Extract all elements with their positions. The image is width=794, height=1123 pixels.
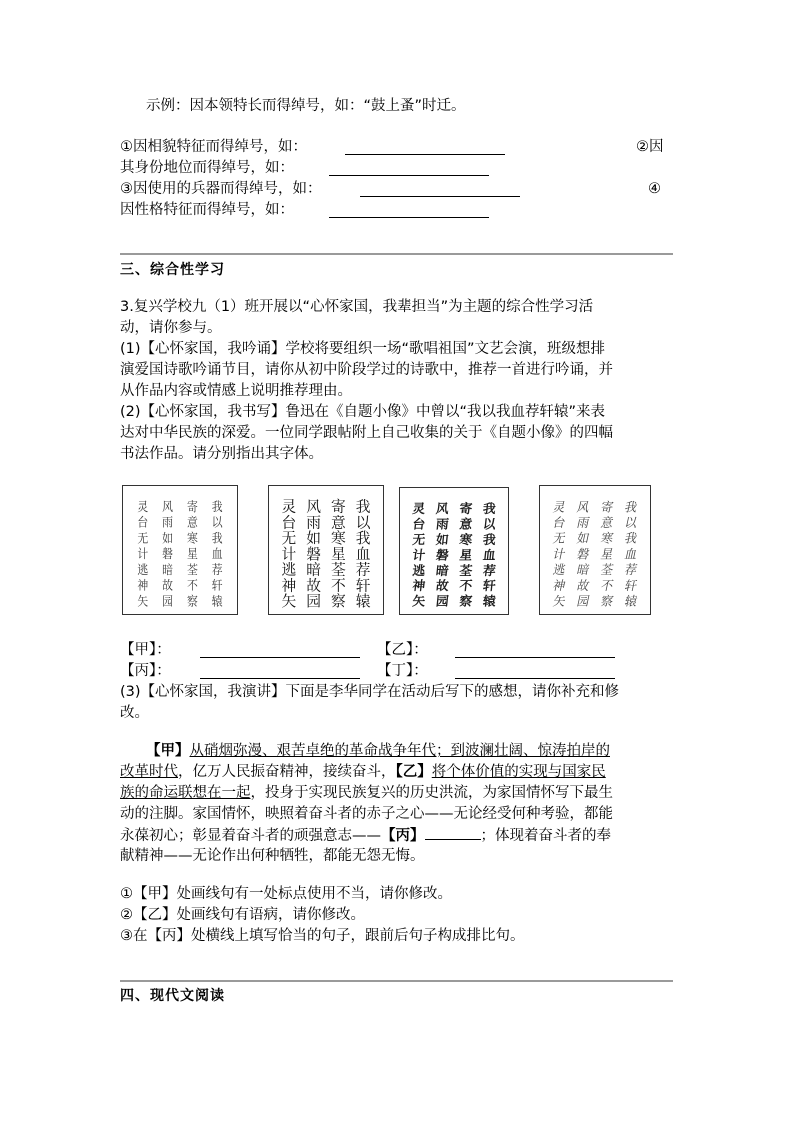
calligraphy-char: 如: [306, 530, 321, 548]
calligraphy-char: 如: [435, 533, 450, 548]
calligraphy-char: 以: [482, 517, 497, 533]
essay-line5: [120, 825, 611, 846]
underlined-yi-1: 将个体价值的实现与国家民: [431, 764, 606, 780]
calligraphy-char: 台: [411, 517, 426, 533]
calligraphy-char: 逃: [551, 562, 568, 578]
calligraphy-char: 我: [482, 502, 497, 518]
calligraphy-char: 如: [162, 530, 174, 546]
calligraphy-yi-art: [269, 486, 383, 614]
question-1: [120, 137, 307, 157]
calligraphy-char: 不: [331, 577, 346, 595]
calligraphy-char: 星: [186, 546, 198, 562]
calligraphy-char: 风: [435, 502, 450, 518]
calligraphy-char: 意: [186, 514, 198, 530]
calligraphy-char: 不: [186, 577, 198, 593]
calligraphy-char: 雨: [575, 514, 591, 531]
underlined-jia-2: 改革时代: [120, 764, 178, 780]
calligraphy-jia: [122, 485, 238, 615]
calligraphy-char: 我: [482, 533, 497, 548]
calligraphy-char: 磐: [306, 545, 321, 563]
calligraphy-char: 无: [281, 530, 297, 548]
task-1: ①【甲】处画线句有一处标点使用不当，请你修改。: [120, 886, 452, 902]
calligraphy-char: 轩: [355, 577, 371, 595]
answer-yi-blank[interactable]: [455, 643, 615, 658]
calligraphy-char: 察: [331, 593, 346, 611]
q1-label: ①因相貌特征而得绰号，如：: [120, 139, 307, 155]
calligraphy-char: 故: [162, 577, 174, 593]
calligraphy-char: 台: [551, 514, 568, 531]
calligraphy-char: 荃: [186, 562, 198, 578]
calligraphy-char: 故: [575, 577, 591, 593]
calligraphy-char: 星: [331, 545, 346, 563]
q3-intro-line1: 3.复兴学校九（1）班开展以“心怀家国，我辈担当”为主题的综合性学习活: [120, 299, 594, 315]
part2-line1: (2)【心怀家国，我书写】鲁迅在《自题小像》中曾以“我以我血荐轩辕”来表: [120, 404, 606, 420]
calligraphy-bing: [399, 487, 509, 615]
calligraphy-char: 灵: [281, 498, 297, 516]
calligraphy-char: 轩: [211, 577, 223, 593]
tag-jia: 【甲】: [146, 743, 190, 759]
calligraphy-char: 荐: [355, 561, 371, 579]
essay-line6: 献精神——无论作出何种牺牲，都能无怨无悔。: [120, 848, 425, 864]
section-divider-2: [120, 980, 673, 982]
part3-line2: 改。: [120, 705, 149, 721]
calligraphy-char: 寄: [458, 502, 473, 518]
section-divider: [120, 253, 673, 255]
q2-answer-blank[interactable]: [329, 161, 489, 176]
calligraphy-char: 辕: [211, 593, 223, 609]
essay-text-3: ，投身于实现民族复兴的历史洪流，为家国情怀写下最生: [250, 785, 613, 801]
calligraphy-char: 荃: [331, 561, 346, 579]
calligraphy-char: 不: [458, 579, 473, 595]
calligraphy-char: 意: [331, 514, 346, 532]
calligraphy-char: 矢: [411, 594, 426, 610]
question-3: ③因使用的兵器而得绰号，如：: [120, 181, 322, 197]
calligraphy-char: 辕: [623, 593, 639, 609]
question-4: 因性格特征而得绰号，如：: [120, 202, 294, 218]
calligraphy-char: 轩: [482, 579, 497, 595]
label-ding: 【丁】：: [377, 663, 428, 679]
label-yi: 【乙】：: [377, 642, 428, 658]
example-line: 示例：因本领特长而得绰号，如：“鼓上蚤”时迁。: [146, 98, 466, 114]
calligraphy-char: 计: [281, 545, 297, 563]
calligraphy-char: 察: [186, 593, 198, 609]
calligraphy-char: 暗: [435, 563, 450, 579]
task-3: ③在【丙】处横线上填写恰当的句子，跟前后句子构成排比句。: [120, 928, 525, 944]
task-2: ②【乙】处画线句有语病，请你修改。: [120, 907, 365, 923]
part1-line1: (1)【心怀家国，我吟诵】学校将要组织一场“歌唱祖国”文艺会演，班级想排: [120, 341, 606, 357]
calligraphy-char: 辕: [482, 594, 497, 610]
calligraphy-char: 雨: [435, 517, 450, 533]
calligraphy-char: 暗: [162, 562, 174, 578]
calligraphy-char: 寄: [186, 499, 198, 515]
calligraphy-jia-art: [123, 486, 237, 614]
calligraphy-char: 故: [306, 577, 321, 595]
calligraphy-char: 我: [355, 498, 371, 516]
question-2: 其身份地位而得绰号，如：: [120, 160, 294, 176]
calligraphy-char: 园: [575, 593, 591, 609]
calligraphy-char: 园: [435, 594, 450, 610]
essay-line1: [146, 741, 610, 761]
calligraphy-char: 无: [411, 533, 426, 548]
underlined-yi-2: 族的命运联想在一起: [120, 785, 251, 801]
calligraphy-char: 我: [623, 530, 639, 546]
calligraphy-char: 神: [551, 577, 568, 593]
tag-yi: 【乙】: [395, 764, 432, 780]
label-jia: 【甲】：: [120, 642, 171, 658]
calligraphy-char: 寒: [458, 533, 473, 548]
calligraphy-char: 星: [458, 548, 473, 564]
calligraphy-char: 灵: [411, 502, 426, 518]
calligraphy-yi: [268, 485, 384, 615]
essay-line3: [120, 783, 613, 803]
calligraphy-char: 血: [355, 545, 371, 563]
calligraphy-char: 园: [162, 593, 174, 609]
calligraphy-char: 荃: [458, 563, 473, 579]
calligraphy-char: 矢: [137, 593, 149, 609]
part3-line1: (3)【心怀家国，我演讲】下面是李华同学在活动后写下的感想，请你补充和修: [120, 684, 620, 700]
q4-answer-blank[interactable]: [329, 203, 489, 218]
calligraphy-char: 意: [599, 514, 615, 531]
part1-line3: 从作品内容或情感上说明推荐理由。: [120, 383, 352, 399]
calligraphy-char: 灵: [137, 499, 149, 515]
calligraphy-char: 辕: [355, 593, 371, 611]
calligraphy-char: 我: [355, 530, 371, 548]
q3-answer-blank[interactable]: [360, 182, 520, 197]
calligraphy-char: 逃: [281, 561, 297, 579]
part2-line2: 达对中华民族的深爱。一位同学跟帖附上自己收集的关于《自题小像》的四幅: [120, 425, 613, 441]
q1-answer-blank[interactable]: [345, 140, 505, 155]
calligraphy-char: 园: [306, 593, 321, 611]
answer-bing-blank[interactable]: [200, 664, 360, 679]
calligraphy-char: 我: [211, 499, 223, 515]
calligraphy-char: 察: [599, 593, 615, 609]
section4-title: 四、现代文阅读: [120, 988, 225, 1004]
answer-ding-blank[interactable]: [455, 664, 615, 679]
section3-title: 三、综合性学习: [120, 262, 225, 278]
calligraphy-char: 寒: [331, 530, 346, 548]
calligraphy-ding-art: [540, 486, 650, 614]
answer-jia-blank[interactable]: [200, 643, 360, 658]
calligraphy-char: 寒: [186, 530, 198, 546]
part1-line2: 演爱国诗歌吟诵节目，请你从初中阶段学过的诗歌中，推荐一首进行吟诵，并: [120, 362, 613, 378]
calligraphy-char: 暗: [575, 562, 591, 578]
calligraphy-char: 以: [355, 514, 371, 532]
calligraphy-char: 轩: [623, 577, 639, 593]
calligraphy-char: 暗: [306, 561, 321, 579]
calligraphy-char: 寄: [599, 499, 615, 515]
calligraphy-char: 如: [575, 530, 591, 546]
calligraphy-char: 风: [575, 499, 591, 515]
calligraphy-char: 风: [306, 498, 321, 516]
calligraphy-bing-art: [400, 488, 508, 614]
calligraphy-char: 风: [162, 499, 174, 515]
calligraphy-char: 察: [458, 594, 473, 610]
calligraphy-char: 我: [623, 499, 639, 515]
calligraphy-char: 灵: [551, 499, 568, 515]
calligraphy-char: 逃: [411, 563, 426, 579]
calligraphy-char: 神: [137, 577, 149, 593]
calligraphy-char: 寄: [331, 498, 346, 516]
calligraphy-char: 磐: [162, 546, 174, 562]
calligraphy-char: 荐: [623, 562, 639, 578]
calligraphy-char: 矢: [551, 593, 568, 609]
underlined-jia-1: 从硝烟弥漫、艰苦卓绝的革命战争年代；到波澜壮阔、惊涛拍岸的: [189, 743, 610, 759]
calligraphy-char: 寒: [599, 530, 615, 546]
calligraphy-char: 计: [551, 546, 568, 562]
calligraphy-char: 无: [137, 530, 149, 546]
calligraphy-char: 荐: [211, 562, 223, 578]
calligraphy-char: 星: [599, 546, 615, 562]
calligraphy-char: 计: [137, 546, 149, 562]
calligraphy-char: 神: [411, 579, 426, 595]
essay-line2: [120, 762, 606, 782]
calligraphy-char: 台: [281, 514, 297, 532]
bing-fill-blank[interactable]: [425, 825, 481, 840]
calligraphy-char: 血: [623, 546, 639, 562]
part2-line3: 书法作品。请分别指出其字体。: [120, 446, 323, 462]
calligraphy-char: 雨: [306, 514, 321, 532]
essay-text-2: ，亿万人民振奋精神，接续奋斗，: [178, 764, 396, 780]
calligraphy-char: 血: [211, 546, 223, 562]
calligraphy-char: 无: [551, 530, 568, 546]
calligraphy-char: 雨: [162, 514, 174, 530]
calligraphy-char: 神: [281, 577, 297, 595]
calligraphy-char: 荐: [482, 563, 497, 579]
q4-num: ④: [648, 181, 661, 197]
calligraphy-char: 计: [411, 548, 426, 564]
calligraphy-char: 我: [211, 530, 223, 546]
q3-intro-line2: 动，请你参与。: [120, 320, 222, 336]
label-bing: 【丙】：: [120, 663, 171, 679]
calligraphy-char: 以: [211, 514, 223, 530]
calligraphy-char: 荃: [599, 562, 615, 578]
calligraphy-char: 逃: [137, 562, 149, 578]
essay-text-5b: ；体现着奋斗者的奉: [480, 828, 611, 844]
calligraphy-char: 矢: [281, 593, 297, 611]
calligraphy-char: 故: [435, 579, 450, 595]
calligraphy-char: 意: [458, 517, 473, 533]
calligraphy-char: 不: [599, 577, 615, 593]
calligraphy-char: 磐: [435, 548, 450, 564]
calligraphy-char: 血: [482, 548, 497, 564]
calligraphy-char: 台: [137, 514, 149, 530]
essay-text-5a: 永葆初心；彰显着奋斗者的顽强意志——: [120, 828, 381, 844]
calligraphy-ding: [539, 485, 651, 615]
essay-line4: 动的注脚。家国情怀，映照着奋斗者的赤子之心——无论经受何种考验，都能: [120, 806, 613, 822]
calligraphy-char: 以: [623, 514, 639, 531]
calligraphy-char: 磐: [575, 546, 591, 562]
q2-num: ②因: [636, 139, 664, 155]
tag-bing: 【丙】: [381, 828, 425, 844]
